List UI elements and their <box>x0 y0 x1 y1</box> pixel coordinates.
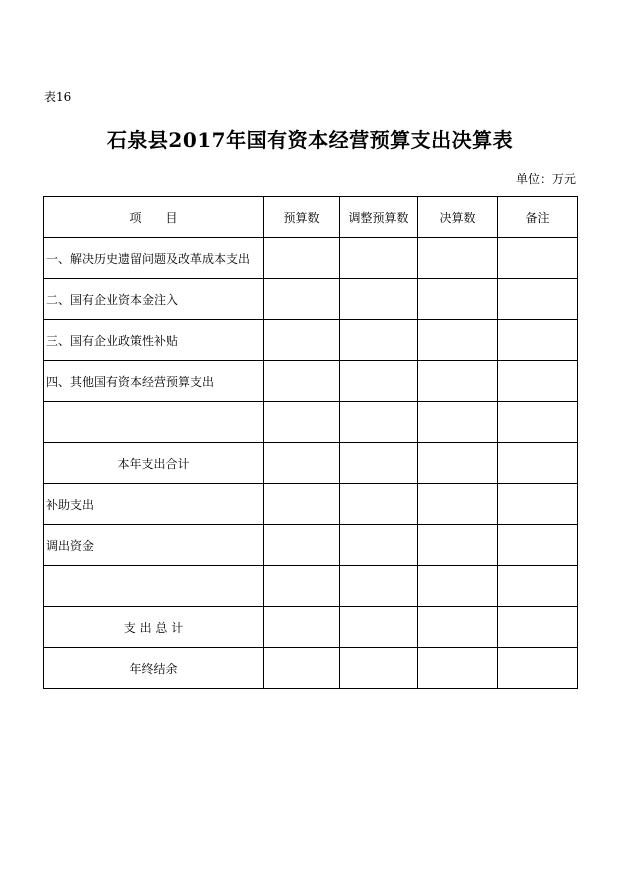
row-label: 三、国有企业政策性补贴 <box>44 320 264 361</box>
table-row <box>44 607 578 648</box>
adjusted-budget-cell <box>340 443 418 484</box>
table-row <box>44 402 578 443</box>
row-label: 二、国有企业资本金注入 <box>44 279 264 320</box>
unit-label: 单位：万元 <box>515 172 576 186</box>
adjusted-budget-cell <box>340 361 418 402</box>
row-label: 本年支出合计 <box>44 443 264 484</box>
adjusted-budget-cell <box>340 238 418 279</box>
table-row <box>44 320 578 361</box>
final-account-cell <box>418 279 498 320</box>
remarks-cell <box>498 566 578 607</box>
budget-cell <box>264 443 340 484</box>
remarks-cell <box>498 361 578 402</box>
header-remarks: 备注 <box>498 197 578 238</box>
final-account-cell <box>418 320 498 361</box>
final-account-cell <box>418 648 498 689</box>
remarks-cell <box>498 402 578 443</box>
table-row <box>44 648 578 689</box>
final-account-cell <box>418 484 498 525</box>
table-body <box>44 238 578 689</box>
remarks-cell <box>498 484 578 525</box>
table-row <box>44 279 578 320</box>
row-label: 调出资金 <box>44 525 264 566</box>
remarks-cell <box>498 320 578 361</box>
final-account-cell <box>418 443 498 484</box>
remarks-cell <box>498 607 578 648</box>
remarks-cell <box>498 443 578 484</box>
budget-cell <box>264 484 340 525</box>
budget-cell <box>264 525 340 566</box>
budget-table <box>43 196 578 689</box>
budget-cell <box>264 279 340 320</box>
final-account-cell <box>418 361 498 402</box>
remarks-cell <box>498 525 578 566</box>
remarks-cell <box>498 279 578 320</box>
adjusted-budget-cell <box>340 320 418 361</box>
row-label <box>44 566 264 607</box>
final-account-cell <box>418 566 498 607</box>
row-label: 年终结余 <box>44 648 264 689</box>
row-label <box>44 402 264 443</box>
budget-cell <box>264 607 340 648</box>
adjusted-budget-cell <box>340 566 418 607</box>
table-row <box>44 566 578 607</box>
table-row <box>44 361 578 402</box>
budget-cell <box>264 361 340 402</box>
remarks-cell <box>498 648 578 689</box>
row-label: 支 出 总 计 <box>44 607 264 648</box>
adjusted-budget-cell <box>340 648 418 689</box>
adjusted-budget-cell <box>340 607 418 648</box>
header-final-account: 决算数 <box>418 197 498 238</box>
final-account-cell <box>418 238 498 279</box>
row-label: 四、其他国有资本经营预算支出 <box>44 361 264 402</box>
budget-cell <box>264 402 340 443</box>
budget-cell <box>264 320 340 361</box>
table-header-row <box>44 197 578 238</box>
table-row <box>44 443 578 484</box>
header-item: 项 目 <box>44 197 264 238</box>
remarks-cell <box>498 238 578 279</box>
adjusted-budget-cell <box>340 402 418 443</box>
adjusted-budget-cell <box>340 279 418 320</box>
header-budget: 预算数 <box>264 197 340 238</box>
row-label: 一、解决历史遗留问题及改革成本支出 <box>44 238 264 279</box>
budget-cell <box>264 648 340 689</box>
table-row <box>44 484 578 525</box>
page-title: 石泉县2017年国有资本经营预算支出决算表 <box>106 128 514 152</box>
final-account-cell <box>418 525 498 566</box>
table-row <box>44 238 578 279</box>
header-adjusted-budget: 调整预算数 <box>340 197 418 238</box>
table-row <box>44 525 578 566</box>
table-number: 表16 <box>44 90 72 104</box>
final-account-cell <box>418 402 498 443</box>
adjusted-budget-cell <box>340 484 418 525</box>
row-label: 补助支出 <box>44 484 264 525</box>
budget-cell <box>264 238 340 279</box>
final-account-cell <box>418 607 498 648</box>
budget-cell <box>264 566 340 607</box>
adjusted-budget-cell <box>340 525 418 566</box>
